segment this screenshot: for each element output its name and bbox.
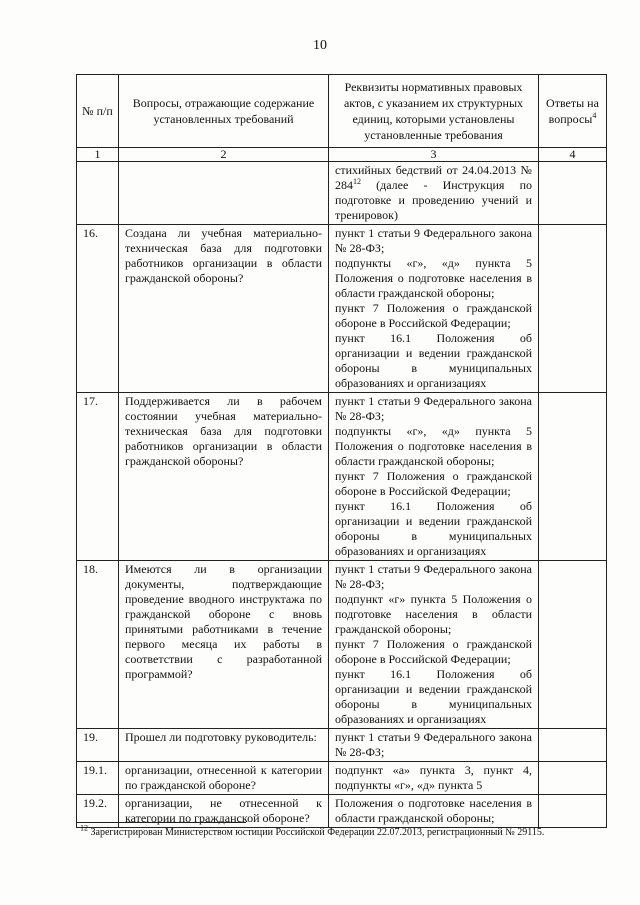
row-requisites [329,729,539,762]
row-number: 19.2. [77,795,119,828]
row-answer [539,561,607,729]
table-row [77,762,607,795]
requisite-line: пункт 7 Положения о гражданской обороне в Российской Федерации; [335,637,532,666]
table-body [77,225,607,828]
row-requisites [329,795,539,828]
column-number: 1 [77,148,119,162]
row-question: Прошел ли подготовку руководитель: [119,729,329,762]
header-requisites: Реквизиты нормативных правовых актов, с указанием их структурных единиц, которыми установлены установленные требования [329,75,539,148]
row-requisites [329,561,539,729]
row-requisites [329,393,539,561]
requisite-line: пункт 1 статьи 9 Федерального закона № 28-ФЗ; [335,394,532,423]
requisite-line: пункт 7 Положения о гражданской обороне в Российской Федерации; [335,469,532,498]
continuation-row [77,162,607,225]
row-number: 16. [77,225,119,393]
table-row [77,225,607,393]
row-number: 19.1. [77,762,119,795]
column-number: 3 [329,148,539,162]
requisite-line: подпункты «г», «д» пункта 5 Положения о подготовке населения в области гражданской обороны; [335,256,532,300]
row-number: 19. [77,729,119,762]
row-question: Создана ли учебная материально-техническая база для подготовки работников организации в области гражданской обороны? [119,225,329,393]
row-question: Имеются ли в организации документы, подтверждающие проведение вводного инструктажа по гражданской обороне с вновь принятыми работниками в течение первого месяца их работы в соответствии с разработанной программой? [119,561,329,729]
table-header-row [77,75,607,148]
table-row [77,561,607,729]
row-question: организации, не отнесенной к категории по гражданской обороне? [119,795,329,828]
requisite-line: пункт 7 Положения о гражданской обороне в Российской Федерации; [335,301,532,330]
requisite-line: пункт 16.1 Положения об организации и ведении гражданской обороны в муниципальных образованиях и организациях [335,499,532,558]
row-answer [539,762,607,795]
requirements-table [76,74,607,828]
table-row [77,393,607,561]
row-answer [539,393,607,561]
row-answer [539,795,607,828]
row-number: 17. [77,393,119,561]
footnote-text: Зарегистрирован Министерством юстиции Российской Федерации 22.07.2013, регистрационный № 29115. [88,827,545,838]
requisite-line: подпункт «а» пункта 3, пункт 4, подпункты «г», «д» пункта 5 [335,763,532,792]
row-answer [539,225,607,393]
footnote [80,823,620,839]
requisite-line: пункт 1 статьи 9 Федерального закона № 28-ФЗ; [335,730,532,759]
page-number: 10 [313,38,327,53]
row-answer [539,729,607,762]
header-answers-text: Ответы на вопросы [546,96,599,126]
row-requisites [329,225,539,393]
requisite-line: подпункты «г», «д» пункта 5 Положения о подготовке населения в области гражданской обороны; [335,424,532,468]
column-number: 4 [539,148,607,162]
table-row [77,729,607,762]
requisite-line: пункт 16.1 Положения об организации и ведении гражданской обороны в муниципальных образованиях и организациях [335,331,532,390]
footnote-marker: 12 [80,823,88,833]
continuation-requisites: стихийных бедствий от 24.04.2013 № $284^{12}$ (далее - Инструкция по подготовке и проведению учений и тренировок) [329,162,539,225]
column-number: 2 [119,148,329,162]
requisite-line: пункт 16.1 Положения об организации и ведении гражданской обороны в муниципальных образованиях и организациях [335,667,532,726]
footnote-ref: 12 [353,177,361,186]
column-number-row [77,148,607,162]
footnote-divider [76,822,246,823]
header-answers-sup: 4 [592,111,597,120]
header-questions: Вопросы, отражающие содержание установленных требований [119,75,329,148]
header-num: № п/п [77,75,119,148]
row-requisites [329,762,539,795]
requisite-line: подпункт «г» пункта 5 Положения о подготовке населения в области гражданской обороны; [335,592,532,636]
requisite-line: пункт 1 статьи 9 Федерального закона № 28-ФЗ; [335,226,532,255]
row-number: 18. [77,561,119,729]
row-question: организации, отнесенной к категории по гражданской обороне? [119,762,329,795]
row-question: Поддерживается ли в рабочем состоянии учебная материально-техническая база для подготовки работников организации в области гражданской обороны? [119,393,329,561]
header-answers [539,75,607,148]
requisite-line: пункт 1 статьи 9 Федерального закона № 28-ФЗ; [335,562,532,591]
requisite-line: Положения о подготовке населения в области гражданской обороны; [335,796,532,825]
